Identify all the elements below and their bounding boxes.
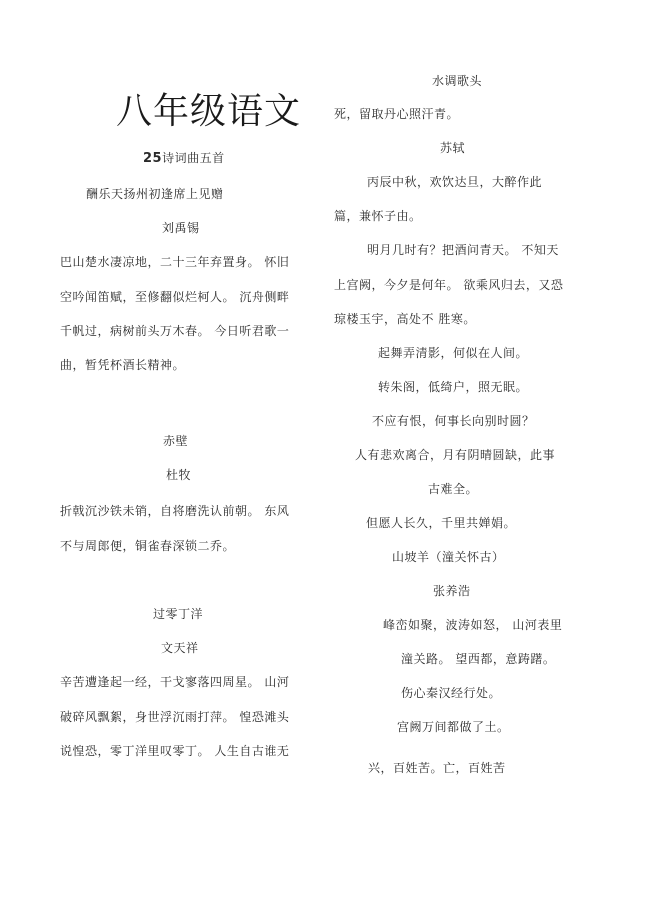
- poem5-line: 宫阙万间都做了土。: [397, 720, 510, 734]
- poem3-line: 破碎风飘絮，身世浮沉雨打萍。 惶恐滩头: [60, 710, 290, 724]
- poem4-line: 转朱阁，低绮户，照无眠。: [378, 380, 529, 394]
- section-number: 25: [143, 151, 163, 166]
- poem4-author: 苏轼: [440, 141, 466, 155]
- poem5-author: 张养浩: [433, 584, 471, 598]
- section-heading: [143, 150, 225, 167]
- poem3-line: 辛苦遭逢起一经，干戈寥落四周星。 山河: [60, 675, 290, 689]
- poem5-line: 兴，百姓苦。亡，百姓苦: [368, 761, 506, 775]
- poem4-line: 明月几时有？把酒问青天。 不知天: [367, 243, 559, 257]
- poem4-line: 不应有恨，何事长向别时圆？: [372, 414, 535, 428]
- poem3-title: 过零丁洋: [153, 607, 204, 621]
- section-text: 诗词曲五首: [162, 151, 225, 165]
- poem4-line: 丙辰中秋，欢饮达旦，大醉作此: [367, 175, 543, 189]
- page-title: 八年级语文: [116, 91, 302, 132]
- poem2-author: 杜牧: [166, 468, 192, 482]
- poem4-line: 琼楼玉宇，高处不 胜寒。: [334, 312, 476, 326]
- poem1-author: 刘禹锡: [162, 221, 200, 235]
- poem5-line: 伤心秦汉经行处。: [401, 686, 502, 700]
- poem4-line: 篇，兼怀子由。: [334, 209, 422, 223]
- poem4-line: 上宫阙，今夕是何年。 欲乘风归去，又恐: [334, 278, 564, 292]
- poem4-line: 人有悲欢离合，月有阴晴圆缺，此事: [355, 448, 556, 462]
- poem3-author: 文天祥: [161, 641, 199, 655]
- poem1-line: 空吟闻笛赋，至修翻似烂柯人。 沉舟侧畔: [60, 290, 290, 304]
- poem5-title: 山坡羊（潼关怀古）: [392, 550, 505, 564]
- poem5-line: 峰峦如聚，波涛如怒， 山河表里: [383, 618, 563, 632]
- poem3-line: 死，留取丹心照汗青。: [334, 107, 460, 121]
- poem2-title: 赤壁: [163, 434, 189, 448]
- poem2-line: 折戟沉沙铁未销，自将磨洗认前朝。 东风: [60, 504, 290, 518]
- poem4-line: 但愿人长久，千里共婵娟。: [366, 516, 517, 530]
- poem1-line: 巴山楚水凄凉地，二十三年弃置身。 怀旧: [60, 255, 290, 269]
- poem4-line: 古难全。: [428, 482, 479, 496]
- poem4-line: 起舞弄清影，何似在人间。: [378, 346, 529, 360]
- poem1-line: 曲，暂凭杯酒长精神。: [60, 358, 186, 372]
- poem4-title: 水调歌头: [432, 74, 483, 88]
- poem5-line: 潼关路。 望西都，意踌躇。: [401, 652, 556, 666]
- poem3-line: 说惶恐，零丁洋里叹零丁。 人生自古谁无: [60, 744, 290, 758]
- poem1-line: 千帆过，病树前头万木春。 今日听君歌一: [60, 324, 290, 338]
- poem1-title: 酬乐天扬州初逢席上见赠: [86, 187, 224, 201]
- poem2-line: 不与周郎便，铜雀春深锁二乔。: [60, 539, 236, 553]
